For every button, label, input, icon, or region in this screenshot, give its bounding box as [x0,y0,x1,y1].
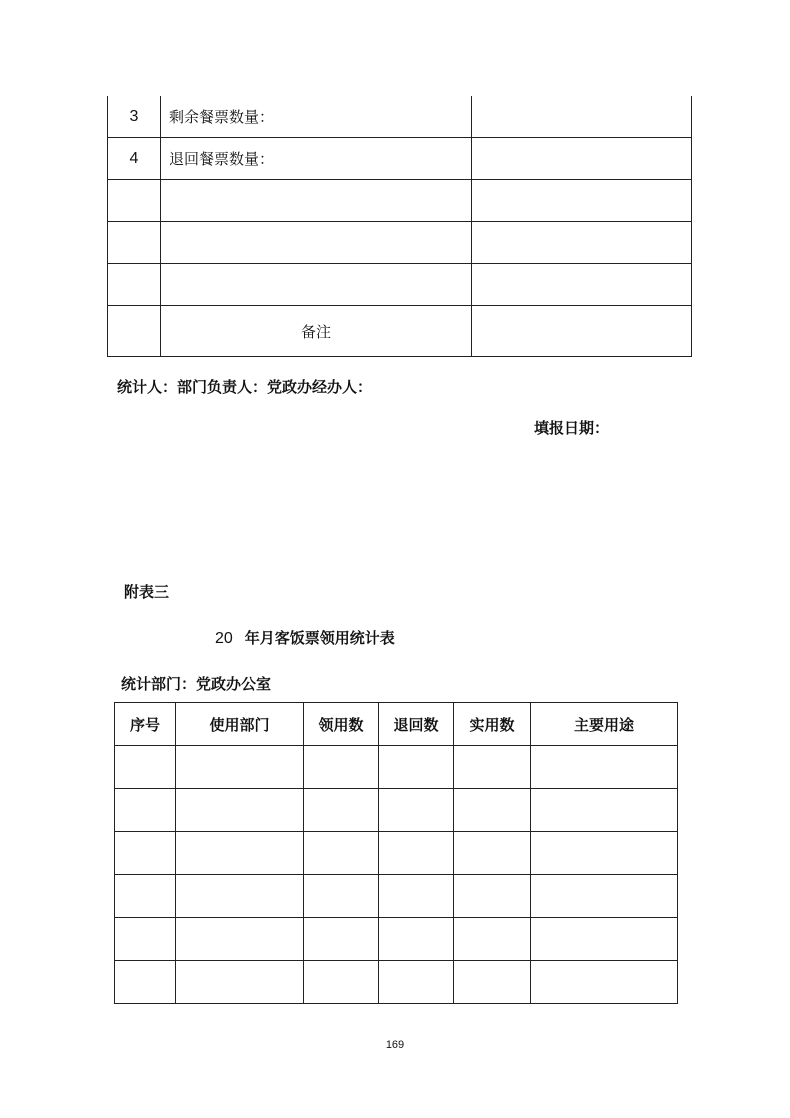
table-row [108,96,692,138]
value-cell [472,264,692,306]
table-cell [176,832,304,875]
header-returned: 退回数 [379,703,454,746]
signers-line: 统计人：部门负责人：党政办经办人： [117,378,373,396]
form-title-text: 年月客饭票领用统计表 [244,629,395,647]
table-cell [379,789,454,832]
table-cell [531,832,678,875]
table-cell [176,875,304,918]
row-number-cell [108,222,161,264]
table-cell [454,789,531,832]
table-row [115,918,678,961]
table-cell [531,961,678,1004]
department-line: 统计部门：党政办公室 [121,675,272,693]
item-cell [161,180,472,222]
table-row [108,222,692,264]
table-row [108,306,692,357]
table-row [108,264,692,306]
item-cell [161,264,472,306]
table-cell [454,918,531,961]
table-cell [304,961,379,1004]
table-cell [454,746,531,789]
table-cell [176,918,304,961]
table-cell [531,746,678,789]
form-title-year-prefix: 20 [215,630,233,647]
table-cell [304,789,379,832]
meal-ticket-summary-table [107,96,692,357]
table-cell [454,961,531,1004]
table-row [115,832,678,875]
fill-date-label: 填报日期： [534,419,610,437]
table-cell [115,832,176,875]
table-cell [531,875,678,918]
header-serial: 序号 [115,703,176,746]
row-number-cell [108,264,161,306]
row-number-cell: 4 [108,138,161,180]
table-cell [304,918,379,961]
table-row [115,746,678,789]
table-cell [454,832,531,875]
table-row [115,961,678,1004]
value-cell [472,138,692,180]
table-row [115,789,678,832]
item-cell: 剩余餐票数量： [161,96,472,138]
table-row [108,138,692,180]
header-received: 领用数 [304,703,379,746]
header-purpose: 主要用途 [531,703,678,746]
value-cell [472,96,692,138]
table-cell [176,746,304,789]
table-cell [379,746,454,789]
table-cell [115,746,176,789]
row-number-cell: 3 [108,96,161,138]
header-used: 实用数 [454,703,531,746]
header-department: 使用部门 [176,703,304,746]
table-cell [115,875,176,918]
form-title [215,627,395,648]
table-cell [176,789,304,832]
table-cell [304,875,379,918]
table-cell [115,918,176,961]
table-cell [304,832,379,875]
appendix-label: 附表三 [124,583,170,601]
table-cell [379,832,454,875]
table-cell [304,746,379,789]
table-cell [531,918,678,961]
table-row [108,180,692,222]
table-cell [115,789,176,832]
row-number-cell [108,306,161,357]
table-cell [115,961,176,1004]
item-cell: 退回餐票数量： [161,138,472,180]
table-cell [379,918,454,961]
table-row [115,875,678,918]
table-header-row [115,703,678,746]
table-cell [454,875,531,918]
value-cell [472,222,692,264]
table-cell [531,789,678,832]
value-cell [472,306,692,357]
remarks-label: 备注 [161,306,472,357]
table-cell [379,875,454,918]
value-cell [472,180,692,222]
row-number-cell [108,180,161,222]
guest-meal-ticket-table [114,702,678,1004]
page-number: 169 [385,1039,405,1051]
table-cell [379,961,454,1004]
table-cell [176,961,304,1004]
item-cell [161,222,472,264]
